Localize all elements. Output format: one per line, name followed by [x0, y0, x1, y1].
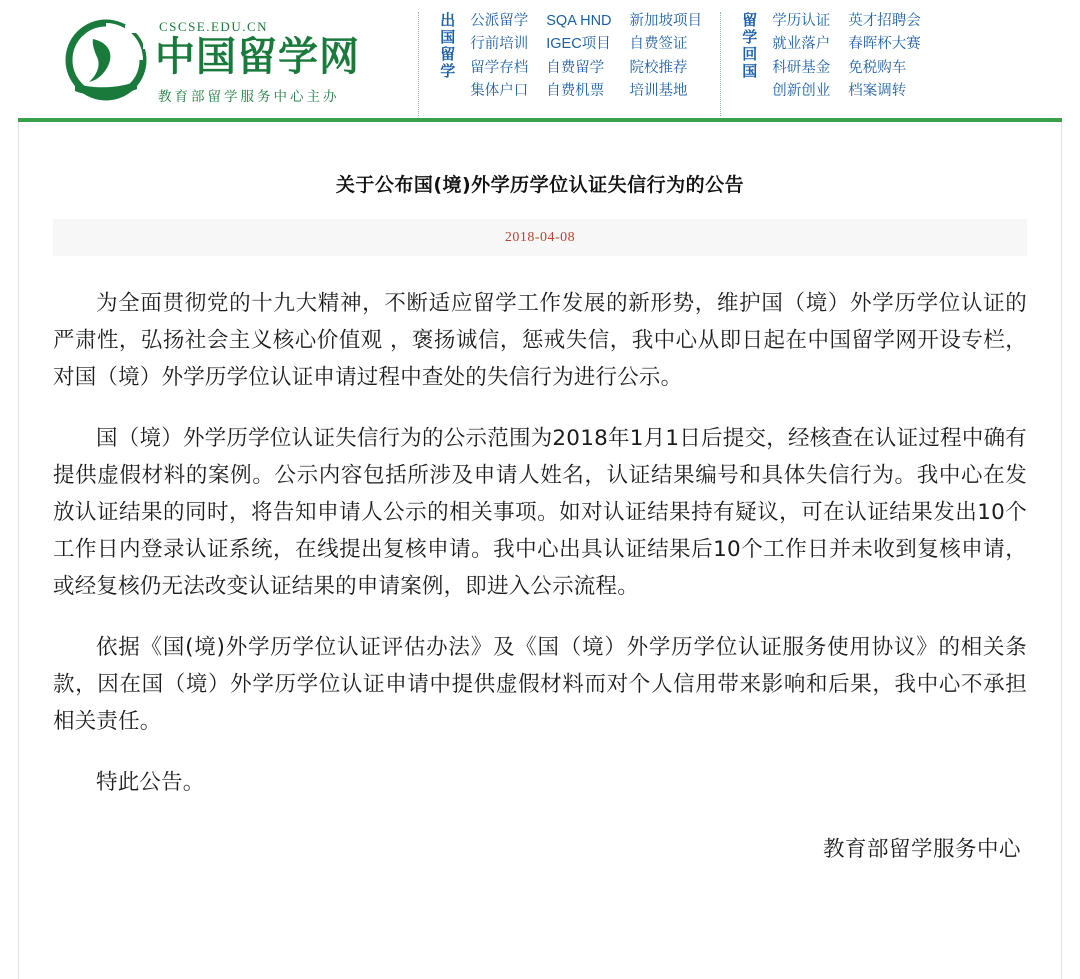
- nav-item-gongpai[interactable]: 公派留学: [470, 13, 529, 29]
- article-paragraph-2: 国（境）外学历学位认证失信行为的公示范围为2018年1月1日后提交，经核查在认证过程中确有提供虚假材料的案例。公示内容包括所涉及申请人姓名，认证结果编号和具体失信行为。我中心在发放认证结果的同时，将告知申请人公示的相关事项。如对认证结果持有疑议，可在认证结果发出10个工作日内登录认证系统，在线提出复核申请。我中心出具认证结果后10个工作日并未收到复核申请，或经复核仍无法改变认证结果的申请案例，即进入公示流程。: [53, 425, 1027, 599]
- page-title: 关于公布国(境)外学历学位认证失信行为的公告: [335, 174, 745, 196]
- nav-item-zifeiliuxue[interactable]: 自费留学: [546, 59, 605, 76]
- article-body: [19, 256, 1061, 863]
- nav-item-mianshuigouche[interactable]: 免税购车: [848, 59, 907, 76]
- nav-item-jitihukou[interactable]: 集体户口: [470, 83, 529, 100]
- nav-item-zifeijipiao[interactable]: 自费机票: [546, 83, 605, 100]
- nav-divider-left: [418, 12, 419, 116]
- nav-column-3: [630, 10, 703, 104]
- nav-column-5: [848, 10, 921, 104]
- nav-item-xinjiapo[interactable]: 新加坡项目: [629, 13, 703, 29]
- nav-column-1: [470, 10, 528, 104]
- logo-domain: CSCSE.EDU.CN: [159, 19, 269, 34]
- nav-item-chuangxinchuangye[interactable]: 创新创业: [772, 83, 831, 100]
- nav-item-cundang[interactable]: 留学存档: [470, 59, 529, 76]
- article-meta-bar: [53, 219, 1027, 256]
- nav-item-peixunjidi[interactable]: 培训基地: [629, 83, 688, 100]
- article-paragraph-1: 为全面贯彻党的十九大精神，不断适应留学工作发展的新形势，维护国（境）外学历学位认证的严肃性，弘扬社会主义核心价值观 ，褒扬诚信，惩戒失信，我中心从即日起在中国留学网开设专栏，对国（境）外学历学位认证申请过程中查处的失信行为进行公示。: [53, 291, 1027, 390]
- logo-text-block: [155, 19, 360, 105]
- cscse-logo-icon: [63, 19, 149, 105]
- publish-date: 2018-04-08: [504, 230, 576, 245]
- nav-item-zifeiqianzheng[interactable]: 自费签证: [629, 36, 688, 53]
- article-paragraph-4: 特此公告。: [96, 769, 205, 795]
- nav-item-xingqian[interactable]: 行前培训: [470, 36, 529, 53]
- main-nav: [418, 6, 1062, 118]
- nav-group-label-study-abroad: 出国留学: [438, 12, 457, 80]
- nav-divider-middle: [720, 12, 721, 116]
- nav-group-study-abroad: [435, 10, 720, 104]
- site-header: [0, 0, 1080, 118]
- site-logo[interactable]: [18, 6, 418, 118]
- nav-item-igec[interactable]: IGEC项目: [546, 36, 611, 53]
- nav-item-sqahnd[interactable]: SQA HND: [546, 13, 612, 29]
- nav-item-yingcaizhaopinhui[interactable]: 英才招聘会: [848, 13, 921, 29]
- logo-subtitle: 教育部留学服务中心主办: [158, 89, 340, 105]
- article-signature: 教育部留学服务中心: [822, 836, 1021, 862]
- nav-group-label-return-home: 留学回国: [740, 12, 759, 80]
- nav-group-return-home: [737, 10, 939, 104]
- nav-item-keyanjijin[interactable]: 科研基金: [772, 59, 831, 76]
- nav-item-yuanxiaotuijian[interactable]: 院校推荐: [629, 59, 688, 76]
- logo-title: 中国留学网: [155, 34, 360, 80]
- article-container: [18, 122, 1062, 979]
- nav-item-chunhuibei[interactable]: 春晖杯大赛: [848, 36, 921, 53]
- article-paragraph-3: 依据《国(境)外学历学位认证评估办法》及《国（境）外学历学位认证服务使用协议》的相关条款，因在国（境）外学历学位认证申请中提供虚假材料而对个人信用带来影响和后果，我中心不承担相关责任。: [53, 634, 1027, 734]
- nav-item-jiuyeluohu[interactable]: 就业落户: [772, 36, 831, 53]
- nav-item-xuelirenzheng[interactable]: 学历认证: [772, 13, 831, 29]
- nav-item-dangandiaozhuan[interactable]: 档案调转: [848, 83, 907, 100]
- nav-column-2: [546, 10, 611, 104]
- nav-column-4: [772, 10, 830, 104]
